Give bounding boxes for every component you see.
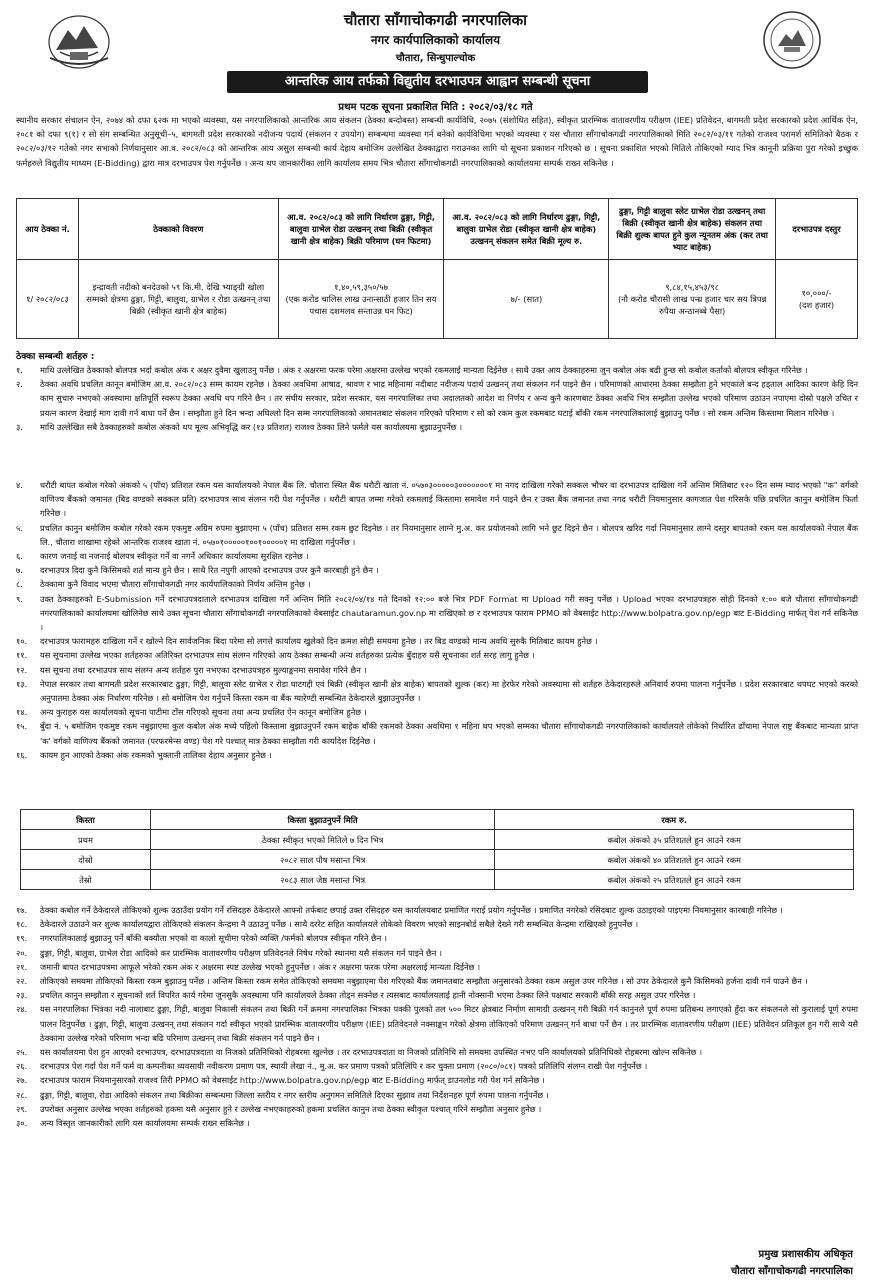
condition-number: २२. (16, 976, 28, 987)
intro-paragraph: स्थानीय सरकार संचालन ऐन, २०७४ को दफा ६२क मा भएको व्यवस्था, यस नगरपालिकाको आन्तरिक आय संकलन (ठेक्का बन्दोबस्त) सम्बन्धी कार्यविधि, २०७५ (संशोधित सहित), स्वीकृत प्रारम्भिक वातावरणीय परीक्षण (IEE) प्रतिवेदन, बागमती प्रदेश सरकारको प्रदेश आर्थिक ऐन, २०८१ को दफा ९(१) र सो संग सम्बन्धित अनुसूची–५, बागमती प्रदेश सरकारको नदीजन्य पदार्थ (संकलन र उपयोग) सम्बन्धमा व्यवस्था गर्न बनेको कार्यविधिमा भएको व्यवस्था र यस चौतारा साँगाचोकगढी नगरपालिकाको मिति २०८२/०३/११ गतेको राजश्व परामर्श समितिको बैठक र २०८२/०३/१२ गतेको नगर सभाको निर्णयानुसार आ.व. २०८२/०८३ को आन्तरिक आय असुल सम्बन्धी कार्य देहाय बमोजिम उल्लेखित ठेक्काद्वारा गराउनका लागि यो सूचना प्रकाशन गरिएको छ । सूचना प्रकाशित भएको मितिले तोकिएको म्याद भित्र कानूनी प्रक्रिया पुरा गरेको इच्छुक फर्महरुले विद्युतीय माध्यम (E-Bidding) द्वारा मात्र दरभाउपत्र पेश गर्नुपर्नेछ । अन्य थप जानकारीका लागि कार्यालय समय भित्र चौतारा साँगाचोकगढी नगरपालिकाको कार्यालयमा सम्पर्क राख्न सकिनेछ । (16, 115, 858, 168)
conditions-list-a (16, 363, 858, 434)
office-name: नगर कार्यपालिकाको कार्यालय (370, 33, 501, 47)
condition-item (16, 663, 858, 677)
header-cell: ठेक्काको विवरण (78, 199, 278, 260)
office-address: चौतारा, सिन्धुपाल्चोक (395, 53, 476, 64)
condition-number: २६. (16, 1061, 28, 1072)
condition-text: उक्त ठेक्काहरुको E-Submission गर्ने दरभाउपत्रदाताले दरभाउपत्र दाखिला गर्ने अन्तिम मिति २०८२/०४/१४ गते दिनको १२:०० बजे भित्र PDF Format मा Upload गरी सक्नु पर्नेछ । Upload भएका दरभाउपत्रहरु सोही दिनको १:०० बजे चौतारा साँगाचोकगढी नगरपालिकाको कार्यालयमा खोलिनेछ साथै उक्त सूचना चौतारा साँगाचोकगढी नगरपालिकाको वेबसाईट chautaramun.gov.np मा राखिएको छ र दरभाउपत्र फाराम PPMO को वेबसाईट http://www.bolpatra.gov.np/egp बाट E-Bidding मार्फत् पेश गर्न सकिनेछ । (40, 593, 858, 633)
municipality-seal-icon (762, 10, 822, 70)
condition-item (16, 521, 858, 549)
header-cell: आ.व. २०८२/०८३ को लागि निर्धारण ढुङ्गा, गिट्टी, बालुवा ग्राभेल रोडा (स्वीकृत खानी क्षेत्र बाहेक) उत्खनन् संकलन समेत बिक्री मूल्य रु. (444, 199, 609, 260)
condition-text: नगरपालिकालाई बुझाउनु पर्ने बाँकी बक्यौता भएको वा कालो सूचीमा परेको व्यक्ति /फर्मको बोलपत्र स्वीकृत गरिने छैन । (40, 933, 387, 944)
condition-item (16, 363, 858, 377)
fee-cell (776, 260, 858, 339)
condition-item (16, 705, 858, 719)
condition-item (16, 903, 858, 917)
signatory-title: प्रमुख प्रशासकीय अधिकृत (758, 1249, 853, 1260)
condition-item (16, 1088, 858, 1102)
condition-item (16, 549, 858, 563)
condition-item (16, 974, 858, 988)
condition-item (16, 719, 858, 747)
condition-text: माथि उल्लेखित ठेक्काको बोलपत्र भर्दा कबोल अंक र अक्षर दुवैमा खुलाउनु पर्नेछ । अंक र अक्षरमा फरक परेमा अक्षरमा उल्लेख भएको रकमलाई मान्यता दिईनेछ । साथै उक्त आय ठेक्काहरुमा जुन कबोल अंक बढी हुन्छ सो कबोल कर्ताको बोलपत्र स्वीकृत गरिनेछ । (40, 365, 808, 375)
condition-text: अन्य विस्तृत जानकारीको लागि यस कार्यालयमा सम्पर्क राख्न सकिनेछ । (40, 1118, 250, 1129)
condition-number: ६. (16, 551, 23, 562)
condition-item (16, 648, 858, 662)
condition-text: प्रचलित कानुन बमोजिम कबोल गरेको रकम एकमुष्ट अग्रिम रुपमा बुझाएमा ५ (पाँच) प्रतिशत सम्म रकम छुट दिइनेछ । तर नियमानुसार लाग्ने मु.अ. कर प्रयोजनको लागि भने छुट दिइने छैन । बोलपत्र खरिद गर्दा नियमानुसार लाग्ने दस्तुर बापतको रकम यस कार्यालयको नेपाल बैंक लि., चौतारा शाखामा रहेको आन्तरिक राजश्व खाता नं. ०५७०१०००००१००१०००००१ मा दाखिला गर्नुपर्नेछ । (40, 522, 858, 547)
condition-item (16, 1059, 858, 1073)
condition-number: ३. (16, 421, 23, 432)
condition-text: यस नगरपालिका भित्रका नदी नालाबाट ढुङ्गा, गिट्टी, बालुवा निकासी संकलन तथा बिक्री गर्ने क्रममा नगरपालिका भित्रका पक्की पुलको तल ५०० मिटर क्षेत्रबाट निर्माण सामाग्री उत्खनन् गरी बिक्री गर्न कानुनले पूर्ण रुपमा प्रतिबन्ध लगाएको हुँदा कर संकलनले सो कुरालाई पूर्ण रुपमा पालन दिनुपर्नेछ । ढुङ्गा, गिट्टी, बालुवा उत्खनन् तथा संकलन गर्दा स्वीकृत भएको प्रारम्भिक वातावरणीय परीक्षण (IEE) प्रतिवेदनले नक्साङ्कन गरेको क्षेत्रमा तोकिएको परिमाण उत्खनन् गर्न बाधा पर्ने छैन । तर प्रारम्भिक वातावरणीय परीक्षण (IEE) प्रतिवेदन प्रतिकूल हुन गरी साथै यसै ठेक्कामा उल्लेख गरेको परिमाण भन्दा बढि परिमाण उत्खनन् तथा बिक्री संकलन गर्न पाइने छैन । (40, 1004, 858, 1043)
condition-text: माथि उल्लेखित सबै ठेक्काहरुको कबोल अंकको थप मूल्य अभिवृद्धि कर (१३ प्रतिशत) राजश्व ठेक्का लिने फर्मले यस कार्यालयमा बुझाउनुपर्नेछ । (40, 421, 463, 432)
condition-number: १६. (16, 749, 28, 760)
condition-text: यस सूचना तथा दरभाउपत्र साथ संलग्न अन्य शर्तहरु पुरा नभएका दरभाउपत्रहरु मुल्याङ्कनमा समावेश गरिने छैन । (40, 664, 367, 675)
table-row (21, 870, 854, 890)
condition-text: ठेक्कामा कुनै विवाद भएमा चौतारा साँगाचोकगढी नगर कार्यपालिकाको निर्णय अन्तिम हुनेछ । (40, 579, 311, 590)
signatory-office: चौतारा साँगाचोकगढी नगरपालिका (730, 1266, 853, 1277)
header-cell: ढुङ्गा, गिट्टी बालुवा स्लेट ग्राभेल रोडा उत्खनन् तथा बिक्री (स्वीकृत खानी क्षेत्र बाहेक) संकलन तथा बिक्री शुल्क बापत हुने कुल न्यूनतम अंक (कर तथा भ्याट बाहेक) (609, 199, 776, 260)
contract-no: १/ २०८२/०८३ (17, 260, 79, 339)
condition-text: प्रचलित कानुन सम्झौता र सूचनाको शर्त विपरित कार्य गरेमा जुनसुकै अवस्थामा पनि कार्यालयले ठेक्का तोड्न सक्नेछ र त्यसबाट कार्यालयलाई हानी नोक्सानी भएमा ठेक्का लिने पक्षबाट सरकारी बाँकी सरह असुल उपर गरिनेछ । (40, 990, 696, 1001)
condition-text: तोकिएको समयमा तोकिएको किस्ता रकम बुझाउनु पर्नेछ । अन्तिम किस्ता रकम समेत तोकिएको समयमा नबुझाएमा पेश गरिएको बैंक जमानतबाट सम्झौता अनुसारको ठेक्का रकम असुल उपर गरिनेछ । सो उपर ठेकेदारले कुनै किसिमको हर्जना दावी गर्न पाउने छैन । (40, 976, 808, 987)
condition-number: २०. (16, 947, 28, 958)
installment-date: २०८३ साल जेष्ठ मसान्त भित्र (150, 870, 495, 890)
condition-number: ७. (16, 565, 23, 576)
condition-number: २८. (16, 1089, 28, 1100)
condition-text: ठेक्का अवधि प्रचलित कानून बमोजिम आ.व. २०८२/०८३ सम्म कायम रहनेछ । ठेक्का अवधिमा आषाढ, श्रावण र भाद्र महिनामा नदीबाट नदीजन्य पदार्थ उत्खनन् तथा संकलन गर्न पाइने छैन । परिमाणको आधारमा ठेक्का सम्झौता हुने भएकाले बन्द हड्ताल आदिका कारण केहि दिन काम सुचारु नभएको अवस्थामा क्षतिपूर्ति स्वरूप ठेक्का अवधि थप गरिने छैन । तर संघीय सरकार, प्रदेश सरकार, यस नगरपालिका तथा अदालतको आदेश वा निर्णय र अन्य कुनै कारणबाट ठेक्का अवधि भित्र सम्झौता उल्लेख भएको परिमाण उठाउन नपाएमा दोस्रो पक्षले उचित र प्रयत्न कारण देखाई माग दावी गर्न बाधा पर्ने छैन । सम्झौता हुने दिन भन्दा अघिल्लो दिन सम्म नगरपालिकाको अमानतबाट संकलन गरिएको परिमाण र सो को रकम कुल रकमबाट घटाई बाँकी रकम नगरपालिकालाई बुझाउनु पर्नेछ । सो रकम अन्तिम किस्तामा मिलान गरिनेछ । (40, 379, 858, 418)
condition-text: कारण जनाई वा नजनाई बोलपत्र स्वीकृत गर्ने वा नगर्ने अधिकार कार्यालयमा सुरक्षित रहनेछ । (40, 551, 309, 562)
condition-text: नेपाल सरकार तथा बागमती प्रदेश सरकारबाट ढुङ्गा, गिट्टी, बालुवा स्लेट ग्राभेल र रोडा घाटगद्दी एवं बिक्री (स्वीकृत खानी क्षेत्र बाहेक) बापतको शुल्क (कर) मा हेरफेर गरेको अवस्थामा सो शर्तहरु ठेकेदारहरुले अनिवार्य रुपमा पालना गर्नुपर्नेछ । प्रदेश सरकारबाट थपघट भएको करको अनुपातमा ठेक्का अंक निर्धारण गरिनेछ । सो बमोजिम पेश गर्नुपर्ने किस्ता रकम वा बैंक ग्यारेण्टी सम्बन्धित ठेकेदारले बुझाउनुपर्नेछ । (40, 678, 858, 704)
header-cell: आ.व. २०८२/०८३ को लागि निर्धारण ढुङ्गा, गिट्टी, बालुवा ग्राभेल रोडा उत्खनन् तथा बिक्री (स्वीकृत खानी क्षेत्र बाहेक) बिक्री परिमाण (घन फिटमा) (278, 199, 444, 260)
condition-number: २. (16, 379, 23, 390)
condition-item (16, 988, 858, 1002)
installment-name: प्रथम (21, 830, 151, 850)
condition-number: २१. (16, 961, 28, 972)
condition-number: १९. (16, 933, 28, 944)
installment-amount: कबोल अंकको ४० प्रतिशतले हुन आउने रकम (495, 850, 854, 870)
quantity-cell (278, 260, 444, 339)
installment-name: तेस्रो (21, 870, 151, 890)
fee-words: (दश हजार) (798, 300, 835, 310)
condition-number: १४. (16, 707, 28, 718)
condition-text: धरौटी बापत कबोल गरेको अंकको ५ (पाँच) प्रतिशत रकम यस कार्यालयको नेपाल बैंक लि. चौतारा स्थित बैंक धरौटी खाता नं. ०५७०३०००००३०००००००१ मा नगद दाखिला गरेको सक्कल भौचर वा दरभाउपत्र दाखिला गर्ने अन्तिम मितिबाट १२० दिन सम्म म्याद भएको "क" वर्गको वाणिज्य बैंकको जमानत (बिड वण्डको सक्कल प्रति) दरभाउपत्र साथ संलग्न गरी पेश गर्नुपर्नेछ । धरौटी बापत जम्मा गरेको रकमलाई किस्तामा समावेश गर्न पाइने छैन र उक्त बैंक जमानत तथा नगद धरौटी नियमानुसार कागजात पेश गरिसके पछि प्रचलित कानुन बमोजिम फिर्ता गरिनेछ । (40, 480, 858, 519)
condition-text: दरभाउपत्र फारामहरु दाखिला गर्ने र खोल्ने दिन सार्वजनिक बिदा परेमा सो लगत्ते कार्यालय खुलेको दिन क्रमश सोही समयमा हुनेछ । तर बिड वण्डको मान्य अवधि सुरुकै मितिबाट कायम हुनेछ । (40, 636, 598, 647)
condition-item (16, 420, 858, 434)
condition-text: ठेक्का कबोल गर्ने ठेकेदारले तोकिएको शुल्क उठाउँदा प्रयोग गर्ने रसिदहरु ठेकेदारले आफ्नो तर्फबाट छपाई उक्त रसिदहरु यस कार्यालयबाट प्रमाणित गराई प्रयोग गर्नुपर्नेछ । प्रमाणित नगरेको रसिदबाट शुल्क उठाइएको पाइएमा नियमानुसार कारबाही गरिनेछ । (40, 905, 783, 915)
installment-amount: कबोल अंकको ३५ प्रतिशतले हुन आउने रकम (495, 830, 854, 850)
condition-number: ५. (16, 522, 23, 533)
condition-item (16, 1073, 858, 1087)
condition-text: दरभाउपत्र पेश गर्दा पेश गर्ने फर्म वा कम्पनीका व्यवसायी नवीकरण प्रमाण पत्र, स्थायी लेखा नं., मु.अ. कर प्रमाण पत्रको प्रतिलिपि र कर चुक्ता प्रमाण (२०८०/०८१) पत्रको प्रतिलिपि संलग्न राखी पेश गर्नुपर्नेछ । (40, 1061, 648, 1072)
condition-text: दरभाउपत्र दिदा कुनै किसिमको शर्त मान्य हुने छैन । साथै रित नपुगी आएको दरभाउपत्र उपर कुनै कारबाही हुने छैन । (40, 565, 379, 576)
condition-number: १२. (16, 664, 28, 675)
conditions-list-c (16, 903, 858, 1130)
condition-item (16, 1116, 858, 1130)
condition-number: १३. (16, 678, 28, 689)
contract-table (16, 198, 858, 339)
nepal-emblem-icon (46, 12, 112, 70)
condition-item (16, 563, 858, 577)
notice-title: आन्तरिक आय तर्फको विद्युतीय दरभाउपत्र आह्वान सम्बन्धी सूचना (227, 71, 648, 93)
condition-item (16, 577, 858, 591)
condition-text: जमानी बापत दरभाउपत्रमा आफूले भरेको रकम अंक र अक्षरमा स्पष्ट उल्लेख भएको हुनुपर्नेछ । अंक र अक्षरमा फरक परेमा अक्षरलाई मान्यता दिईनेछ । (40, 961, 481, 972)
amount-words: (नौ करोड चौरासी लाख पन्ध्र हजार चार सय त्रिपन्न रुपैया अन्ठानब्बे पैसा) (617, 294, 767, 316)
condition-item (16, 946, 858, 960)
installment-date: ठेक्का स्वीकृत भएको मितिले ७ दिन भित्र (150, 830, 495, 850)
condition-number: २५. (16, 1047, 28, 1058)
condition-text: बुँदा नं. ५ बमोजिम एकमुष्ट रकम नबुझाएमा कुल कबोल अंक मध्ये पहिलो किस्तामा बुझाउनुपर्ने रकम बाहेक बाँकी रकमको ठेक्का अवधिमा १ महिना थप भएको सम्मका चौतारा साँगाचोकगढी नगरपालिकाको कार्यालयले तोकेको निर्धारित ढाँचामा नेपाल राष्ट्र बैंकबाट मान्यता प्राप्त 'क' वर्गको वाणिज्य बैंकको जमानत (परफरमेन्स वण्ड) पेश गरे पश्चात् मात्र ठेक्का सम्झौता गरी कार्यादेश दिईनेछ । (40, 721, 858, 746)
table-row (17, 260, 858, 339)
condition-item (16, 377, 858, 420)
condition-item (16, 634, 858, 648)
conditions-title: ठेक्का सम्बन्धी शर्तहरु : (16, 352, 95, 362)
condition-number: ३०. (16, 1118, 28, 1129)
condition-text: कायम हुन आएको ठेक्का अंक रकमको भुक्तानी तालिका देहाय अनुसार हुनेछ । (40, 749, 272, 760)
table-header-row (17, 199, 858, 260)
condition-text: ढुङ्गा, गिट्टी, बालुवा, रोडा आदिको संकलन तथा बिक्रीका सम्बन्धमा जिल्ला स्तरीय र नगर स्तरीय अनुगमन समितिले दिएका सुझाव तथा निर्देशनहरु पूर्ण रुपमा पालना गर्नुपर्नेछ । (40, 1089, 549, 1100)
condition-number: १५. (16, 721, 28, 732)
condition-number: ९. (16, 593, 23, 604)
header-cell: आय ठेक्का नं. (17, 199, 79, 260)
condition-number: २३. (16, 990, 28, 1001)
condition-text: दरभाउपत्र फाराम नियमानुसारको राजश्व तिरी PPMO को वेबसाईट http://www.bolpatra.gov.np/egp बाट E-Bidding मार्फत् डाउनलोड गरी पेश गर्न सकिनेछ । (40, 1075, 545, 1086)
condition-item (16, 1045, 858, 1059)
condition-text: उपरोक्त अनुसार उल्लेख भएका शर्तहरुको हकमा यसै अनुसार हुने र उल्लेख नभएकाहरुको हकमा प्रचलित कानुन तथा ठेक्का स्वीकृत पश्चात् गरिने सम्झौता अनुसार हुनेछ । (40, 1103, 542, 1114)
installment-amount: कबोल अंकको २५ प्रतिशतले हुन आउने रकम (495, 870, 854, 890)
amount-cell (609, 260, 776, 339)
condition-number: ११. (16, 650, 28, 661)
quantity-words: (एक करोड चालिस लाख उनान्साठी हजार तिन सय पचास दशमलव सन्ताउन्न घन फिट) (285, 294, 437, 316)
condition-number: २९. (16, 1103, 28, 1114)
condition-item (16, 960, 858, 974)
condition-item (16, 1102, 858, 1116)
header-cell: किस्ता बुझाउनुपर्ने मिति (150, 810, 495, 830)
condition-item (16, 478, 858, 521)
condition-text: अन्य कुराहरु यस कार्यालयको सूचना पाटीमा टाँस गरिएको सूचना तथा अन्य प्रचलित ऐन कानून बमोजिम हुनेछ । (40, 707, 367, 718)
installment-table (20, 809, 854, 890)
condition-number: ८. (16, 579, 23, 590)
condition-item (16, 592, 858, 635)
condition-number: १८. (16, 919, 28, 930)
condition-number: २४. (16, 1004, 28, 1015)
fee-value: १०,०००/- (801, 288, 832, 298)
condition-text: यस कार्यालयमा पेश हुन आएको दरभाउपत्र, दरभाउपत्रदाता वा निजको प्रतिनिधिको रोहबरमा खुल्नेछ । तर दरभाउपत्रदाता वा निजको प्रतिनिधि सो समयमा उपस्थित नभए पनि कार्यालयको प्रतिनिधिको रोहबरमा खोल्न सकिनेछ । (40, 1047, 703, 1058)
condition-item (16, 748, 858, 762)
header-cell: रकम रु. (495, 810, 854, 830)
condition-number: १७. (16, 905, 28, 915)
condition-number: १. (16, 365, 23, 375)
org-name: चौतारा साँगाचोकगढी नगरपालिका (343, 11, 528, 29)
installment-name: दोस्रो (21, 850, 151, 870)
price-cell: ७/- (सात) (444, 260, 609, 339)
condition-item (16, 917, 858, 931)
condition-text: ढुङ्गा, गिट्टी, बालुवा, ग्राभेल रोडा आदिको कर प्रारम्भिक वातावरणीय परीक्षण प्रतिवेदनले निषेध गरेको स्थानमा यसै संकलन गर्न पाइने छैन । (40, 947, 442, 958)
quantity-value: १,४०,५९,३५०/५७ (334, 282, 388, 292)
condition-number: २७. (16, 1075, 28, 1086)
header (0, 0, 871, 75)
table-row (21, 830, 854, 850)
condition-text: यस सूचनामा उल्लेख भएका शर्तहरुका अतिरिक्त दरभाउपत्र साथ संलग्न गरिएको आय ठेक्का सम्बन्धी अन्य शर्तहरुका प्रत्येक बुँदाहरु यसै सूचनाका शर्त सरह लागु हुनेछ । (40, 650, 535, 661)
condition-item (16, 677, 858, 705)
amount-value: ९,८४,१५,४५३/९८ (665, 282, 720, 292)
installment-header-row (21, 810, 854, 830)
installment-date: २०८२ साल पौष मसान्त भित्र (150, 850, 495, 870)
publish-date: प्रथम पटक सूचना प्रकाशित मिति : २०८२/०३/१८ गते (338, 102, 533, 113)
header-cell: दरभाउपत्र दस्तुर (776, 199, 858, 260)
conditions-list-b (16, 478, 858, 762)
condition-number: १०. (16, 636, 28, 647)
condition-number: ४. (16, 480, 23, 490)
condition-item (16, 931, 858, 945)
header-cell: किस्ता (21, 810, 151, 830)
condition-item (16, 1002, 858, 1045)
condition-text: ठेकेदारले उठाउने कर शुल्क कार्यालयद्वारा तोकिएको संकलन केन्द्रमा नै उठाउनु पर्नेछ । साथै दररेट सहित कार्यालयले तोकेको विवरण भएको साइनबोर्ड सबैले देख्ने गरी सम्बन्धित केन्द्रमा राखिएको हुनुपर्नेछ । (40, 919, 639, 930)
table-row (21, 850, 854, 870)
contract-description: इन्द्रावती नदीको बनदेउको ५९ कि.मी. देखि भ्याङ्ग्री खोला सम्मको क्षेत्रमा ढुङ्गा, गिट्टी, बालुवा, ग्राभेल र रोडा उत्खनन् तथा बिक्री (स्वीकृत खानी क्षेत्र बाहेक) (78, 260, 278, 339)
